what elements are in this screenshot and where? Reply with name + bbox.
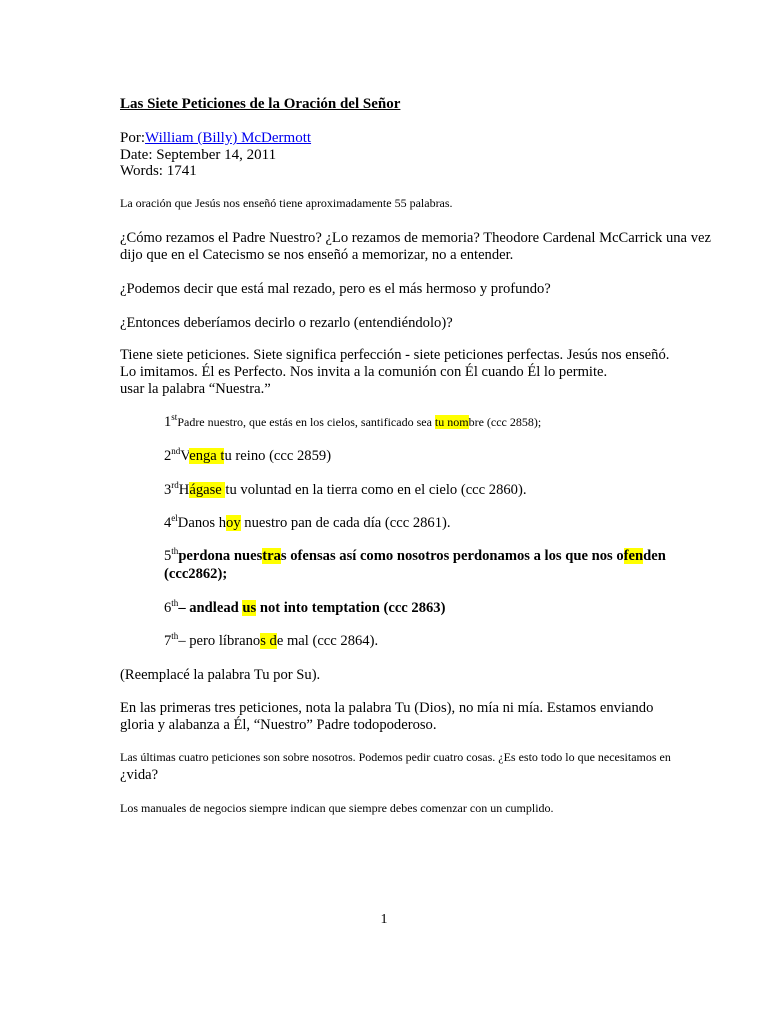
- paragraph-6-line-1: En las primeras tres peticiones, nota la palabra Tu (Dios), no mía ni mía. Estamos enviando: [120, 700, 654, 716]
- paragraph-2: ¿Podemos decir que está mal rezado, pero es el más hermoso y profundo?: [120, 281, 551, 297]
- paragraph-6-line-2: gloria y alabanza a Él, “Nuestro” Padre todopoderoso.: [120, 717, 437, 733]
- date-line: Date: September 14, 2011: [120, 147, 277, 163]
- petition-5: 5thperdona nuestras ofensas así como nosotros perdonamos a los que nos ofenden: [164, 546, 666, 564]
- petition-3: 3rdHágase tu voluntad en la tierra como en el cielo (ccc 2860).: [164, 480, 527, 498]
- petition-6: 6th– andlead us not into temptation (ccc 2863): [164, 598, 446, 616]
- paragraph-4-line-2: Lo imitamos. Él es Perfecto. Nos invita a la comunión con Él cuando Él lo permite.: [120, 364, 608, 380]
- paragraph-3: ¿Entonces deberíamos decirlo o rezarlo (entendiéndolo)?: [120, 315, 453, 331]
- paragraph-8: Los manuales de negocios siempre indican que siempre debes comenzar con un cumplido.: [120, 801, 554, 815]
- paragraph-5: (Reemplacé la palabra Tu por Su).: [120, 667, 321, 683]
- petition-4: $4^{el}Danos$ hoy nuestro pan de cada día (ccc 2861).: [164, 513, 451, 531]
- paragraph-7-line-1: Las últimas cuatro peticiones son sobre nosotros. Podemos pedir cuatro cosas. ¿Es esto todo lo que necesitamos en: [120, 750, 671, 764]
- page-number: 1: [380, 912, 388, 927]
- byline: [120, 130, 311, 146]
- petition-2: 2ndVenga tu reino (ccc 2859): [164, 446, 332, 464]
- words-line: Words: 1741: [120, 163, 197, 179]
- intro-paragraph: La oración que Jesús nos enseñó tiene aproximadamente 55 palabras.: [120, 196, 453, 210]
- petition-7: 7th– pero líbranos de mal (ccc 2864).: [164, 631, 379, 649]
- paragraph-1-line-1: ¿Cómo rezamos el Padre Nuestro? ¿Lo rezamos de memoria? Theodore Cardenal McCarrick una vez: [120, 230, 711, 246]
- petition-5-line-2: (ccc2862);: [164, 566, 228, 582]
- paragraph-4-line-3: usar la palabra “Nuestra.”: [120, 381, 271, 397]
- document-title: Las Siete Peticiones de la Oración del Señor: [120, 96, 401, 112]
- petition-1: 1stPadre nuestro, que estás en los cielos, santificado sea tu nombre (ccc 2858);: [164, 412, 542, 430]
- paragraph-7-line-2: ¿vida?: [120, 767, 159, 783]
- byline-prefix: Por:: [120, 130, 146, 146]
- paragraph-4-line-1: Tiene siete peticiones. Siete significa perfección - siete peticiones perfectas. Jesús nos enseñó.: [120, 347, 670, 363]
- paragraph-1-line-2: dijo que en el Catecismo se nos enseñó a memorizar, no a entender.: [120, 247, 514, 263]
- author-link[interactable]: William (Billy) McDermott: [145, 130, 312, 146]
